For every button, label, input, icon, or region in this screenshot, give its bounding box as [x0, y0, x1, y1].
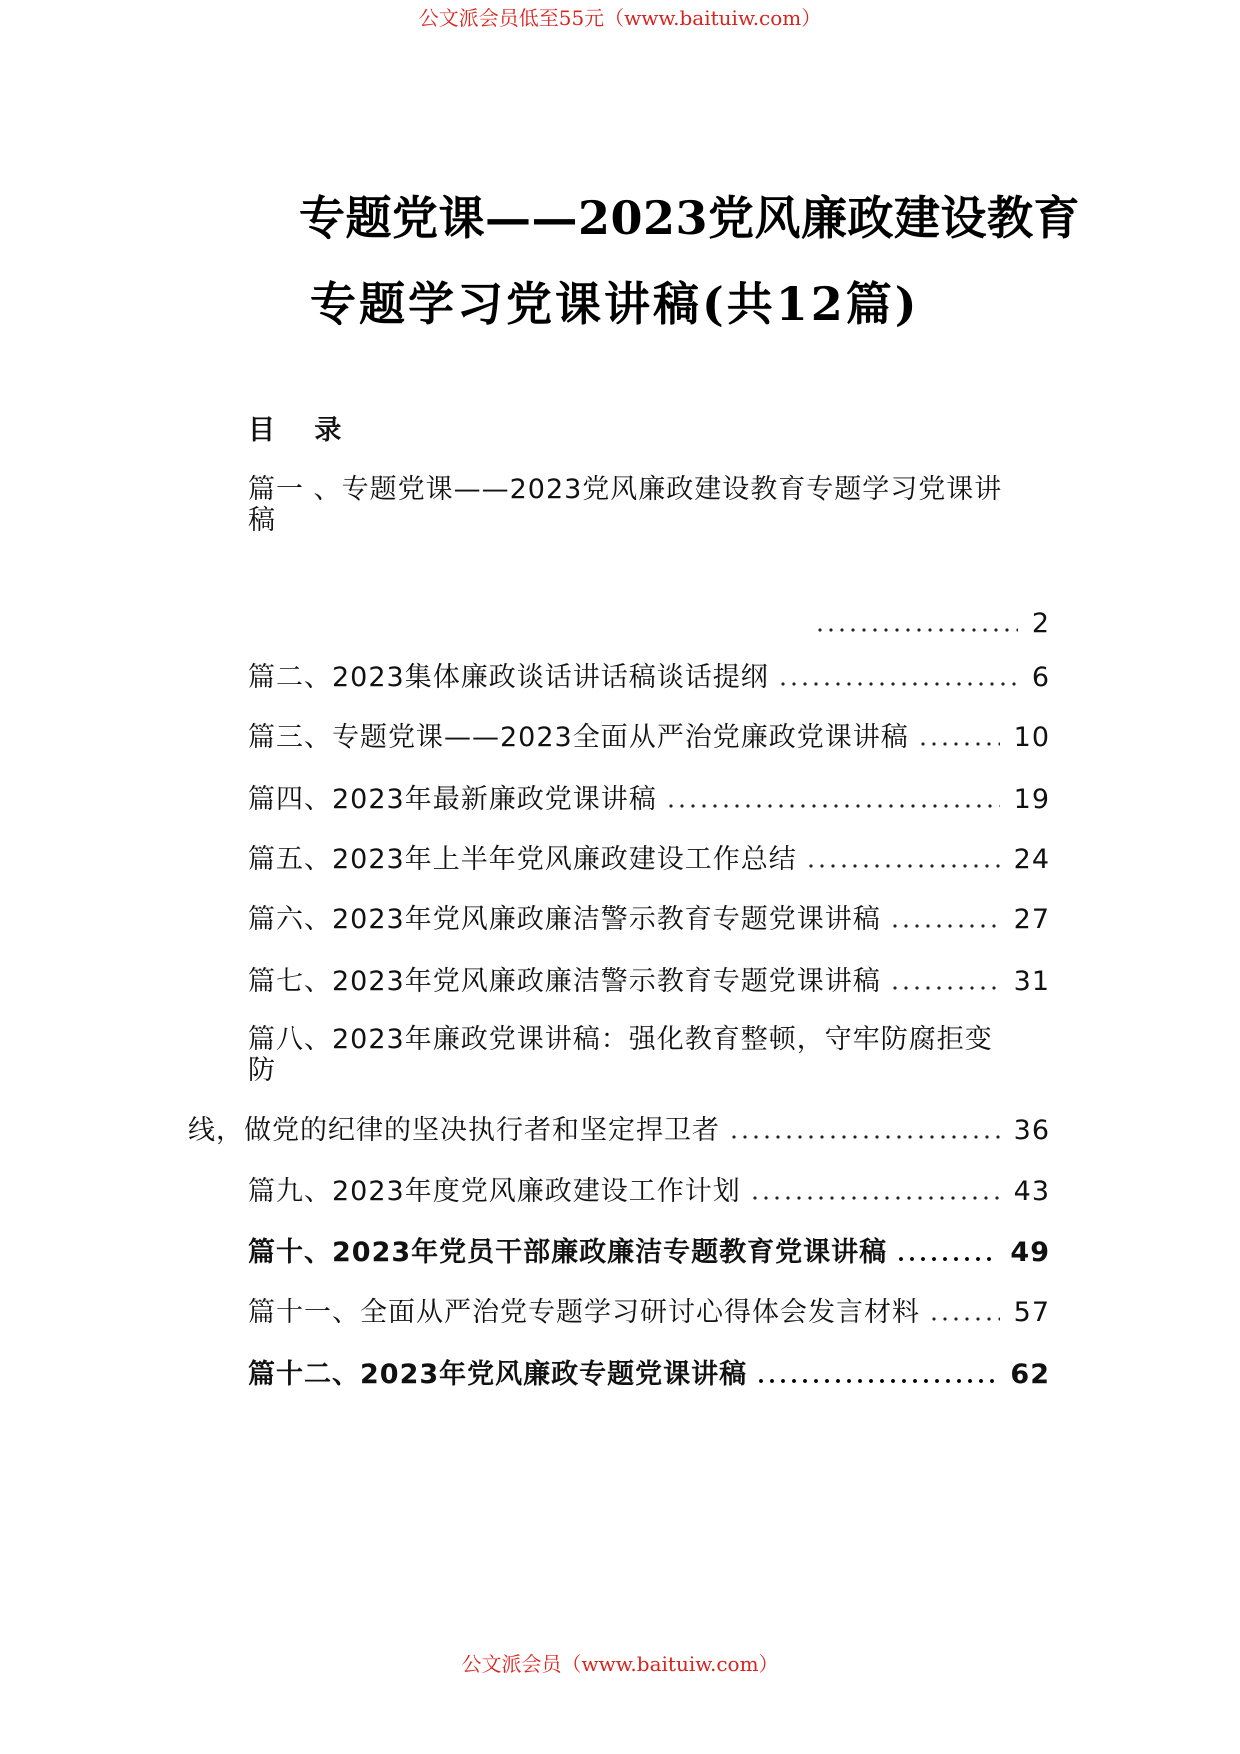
toc-page-number: 27 — [1013, 904, 1050, 935]
toc-heading: 目 录 — [248, 415, 342, 446]
toc-entry-2 — [248, 662, 1050, 693]
toc-page-number: 2 — [1031, 608, 1050, 639]
document-title-line-1: 专题党课——2023党风廉政建设教育 — [299, 191, 1081, 245]
toc-page-number: 10 — [1013, 722, 1050, 753]
toc-dot-leader — [893, 986, 1000, 990]
toc-page-number: 43 — [1013, 1176, 1050, 1207]
footer-watermark: 公文派会员（www.baituiw.com） — [461, 1652, 779, 1676]
toc-page-number: 36 — [1013, 1115, 1050, 1146]
toc-page-number: 57 — [1013, 1297, 1050, 1328]
toc-entry-8-line-1: 篇八、2023年廉政党课讲稿：强化教育整顿，守牢防腐拒变 — [248, 1024, 993, 1055]
toc-entry-title: 线，做党的纪律的坚决执行者和坚定捍卫者 — [188, 1115, 720, 1146]
toc-dot-leader — [809, 864, 1000, 868]
toc-entry-title: 篇九、2023年度党风廉政建设工作计划 — [248, 1176, 741, 1207]
toc-entry-12 — [248, 1359, 1050, 1390]
toc-dot-leader — [669, 804, 1000, 808]
toc-page-number: 49 — [1010, 1237, 1050, 1268]
toc-entry-title: 篇二、2023集体廉政谈话讲话稿谈话提纲 — [248, 662, 769, 693]
toc-dot-leader — [753, 1196, 1000, 1200]
toc-page-number: 62 — [1010, 1359, 1050, 1390]
toc-entry-1-leader-row — [248, 608, 1050, 639]
toc-entry-title: 篇十、2023年党员干部廉政廉洁专题教育党课讲稿 — [248, 1237, 888, 1268]
toc-dot-leader — [921, 742, 1000, 746]
toc-entry-10 — [248, 1237, 1050, 1268]
toc-entry-8-line-2: 防 — [248, 1055, 276, 1086]
toc-entry-3 — [248, 722, 1050, 753]
toc-entry-title: 篇十一、全面从严治党专题学习研讨心得体会发言材料 — [248, 1297, 920, 1328]
toc-entry-5 — [248, 844, 1050, 875]
toc-page-number: 19 — [1013, 784, 1050, 815]
toc-entry-title: 篇六、2023年党风廉政廉洁警示教育专题党课讲稿 — [248, 904, 881, 935]
toc-page-number: 24 — [1013, 844, 1050, 875]
toc-entry-1-line-2: 稿 — [248, 505, 276, 536]
toc-entry-8-line-3 — [188, 1115, 1050, 1146]
document-title-line-2: 专题学习党课讲稿(共12篇) — [310, 277, 920, 331]
toc-entry-9 — [248, 1176, 1050, 1207]
header-watermark: 公文派会员低至55元（www.baituiw.com） — [418, 6, 822, 30]
toc-dot-leader — [932, 1317, 1000, 1321]
toc-entry-title: 篇四、2023年最新廉政党课讲稿 — [248, 784, 657, 815]
toc-entry-4 — [248, 784, 1050, 815]
toc-page-number: 31 — [1013, 966, 1050, 997]
toc-entry-title: 篇五、2023年上半年党风廉政建设工作总结 — [248, 844, 797, 875]
toc-page-number: 6 — [1031, 662, 1050, 693]
toc-dot-leader — [781, 682, 1018, 686]
toc-dot-leader — [759, 1379, 996, 1383]
toc-entry-title: 篇十二、2023年党风廉政专题党课讲稿 — [248, 1359, 748, 1390]
toc-dot-leader — [818, 628, 1018, 632]
toc-dot-leader — [893, 924, 1000, 928]
toc-entry-title: 篇七、2023年党风廉政廉洁警示教育专题党课讲稿 — [248, 966, 881, 997]
toc-entry-7 — [248, 966, 1050, 997]
toc-entry-11 — [248, 1297, 1050, 1328]
toc-entry-title: 篇三、专题党课——2023全面从严治党廉政党课讲稿 — [248, 722, 909, 753]
toc-dot-leader — [899, 1257, 996, 1261]
toc-entry-6 — [248, 904, 1050, 935]
toc-entry-1-line-1: 篇一 、专题党课——2023党风廉政建设教育专题学习党课讲 — [248, 474, 1003, 505]
toc-dot-leader — [732, 1135, 1000, 1139]
